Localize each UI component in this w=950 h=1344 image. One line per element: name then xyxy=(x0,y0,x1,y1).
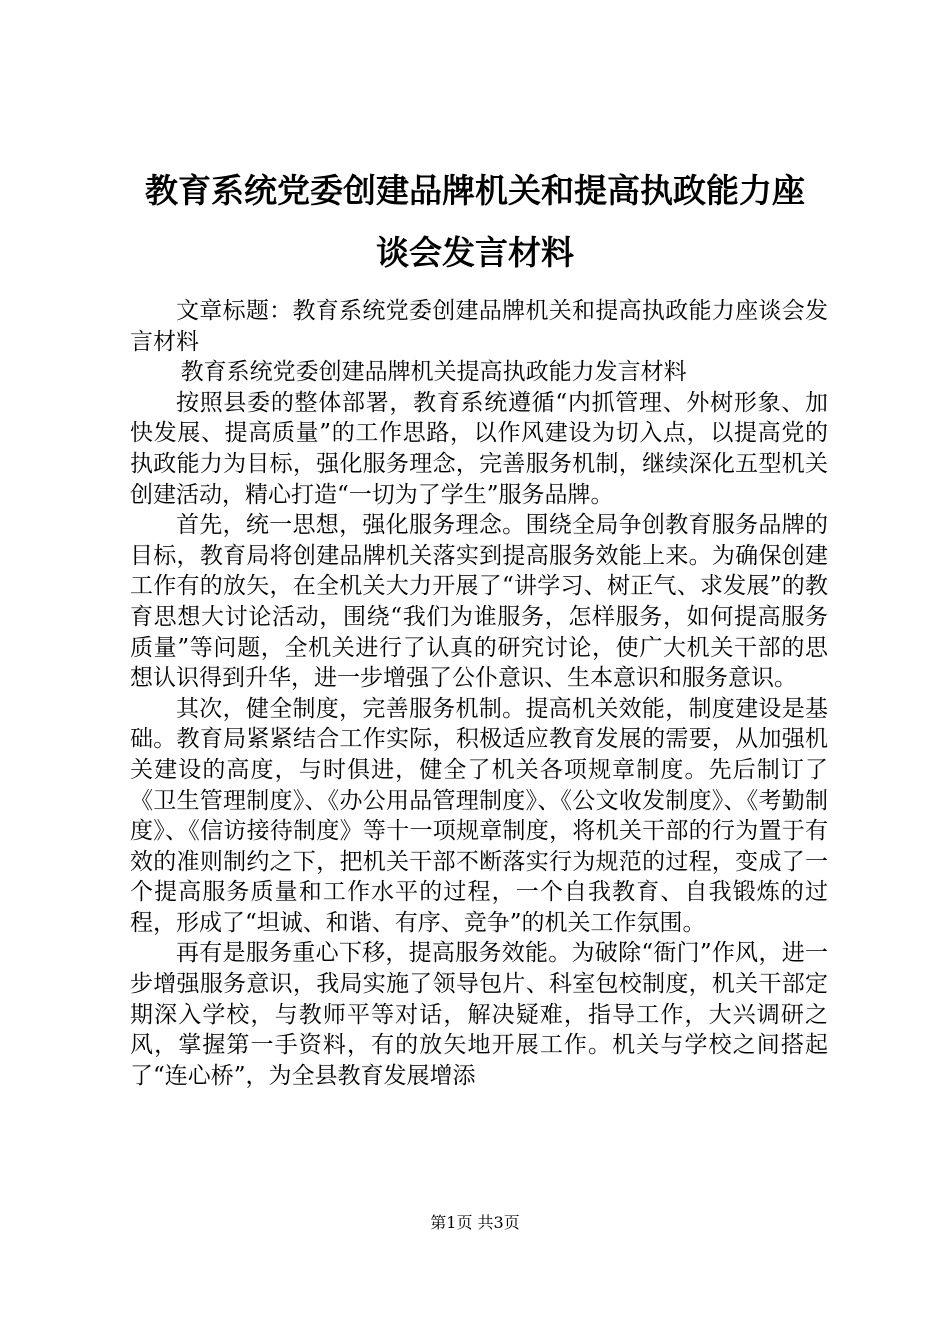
second-point-paragraph: 其次，健全制度，完善服务机制。提高机关效能，制度建设是基础。教育局紧紧结合工作实际，积极适应教育发展的需要，从加强机关建设的高度，与时俱进，健全了机关各项规章制度。先后制订了《卫生管理制度》、《办公用品管理制度》、《公文收发制度》、《考勤制度》、《信访接待制度》等十一项规章制度，将机关干部的行为置于有效的准则制约之下，把机关干部不断落实行为规范的过程，变成了一个提高服务质量和工作水平的过程，一个自我教育、自我锻炼的过程，形成了“坦诚、和谐、有序、竞争”的机关工作氛围。 xyxy=(130,695,828,936)
article-title-paragraph: 文章标题：教育系统党委创建品牌机关和提高执政能力座谈会发言材料 xyxy=(130,298,828,355)
subtitle-paragraph: 教育系统党委创建品牌机关提高执政能力发言材料 xyxy=(180,359,687,386)
third-point-paragraph: 再有是服务重心下移，提高服务效能。为破除“衙门”作风，进一步增强服务意识，我局实施了领导包片、科室包校制度，机关干部定期深入学校，与教师平等对话，解决疑难，指导工作，大兴调研之风，掌握第一手资料，有的放矢地开展工作。机关与学校之间搭起了“连心桥”，为全县教育发展增添 xyxy=(130,940,828,1089)
document-body xyxy=(130,296,828,1091)
intro-paragraph: 按照县委的整体部署，教育系统遵循“内抓管理、外树形象、加快发展、提高质量”的工作思路，以作风建设为切入点，以提高党的执政能力为目标，强化服务理念，完善服务机制，继续深化五型机关创建活动，精心打造“一切为了学生”服务品牌。 xyxy=(130,389,828,508)
title-line-1: 教育系统党委创建品牌机关和提高执政能力座 xyxy=(145,171,805,210)
document-title xyxy=(100,160,850,284)
page-footer: 第1页 共3页 xyxy=(430,1213,520,1232)
first-point-paragraph: 首先，统一思想，强化服务理念。围绕全局争创教育服务品牌的目标，教育局将创建品牌机关落实到提高服务效能上来。为确保创建工作有的放矢，在全机关大力开展了“讲学习、树正气、求发展”的教育思想大讨论活动，围绕“我们为谁服务，怎样服务，如何提高服务质量”等问题，全机关进行了认真的研究讨论，使广大机关干部的思想认识得到升华，进一步增强了公仆意识、生本意识和服务意识。 xyxy=(130,512,828,692)
title-line-2: 谈会发言材料 xyxy=(376,233,574,272)
